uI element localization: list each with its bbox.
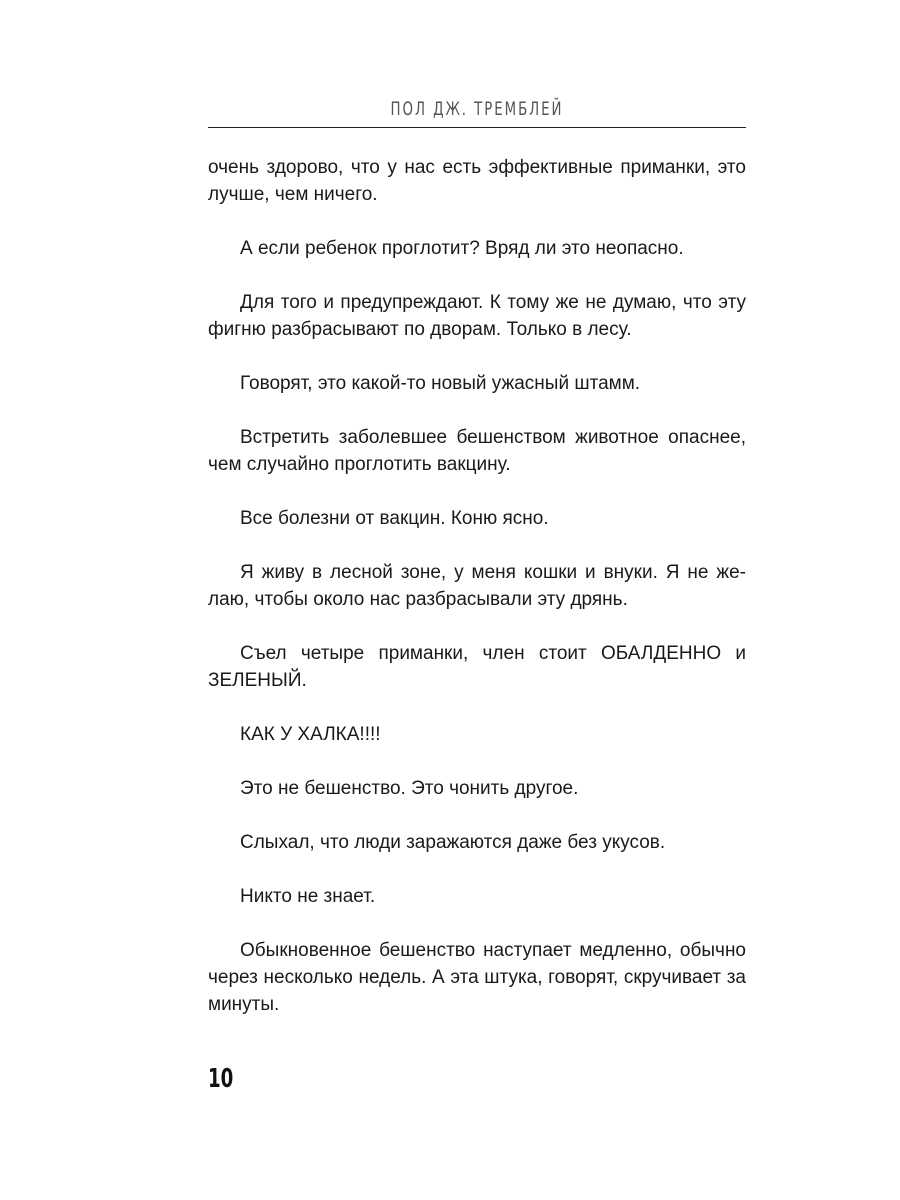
paragraph: Встретить заболевшее бешенством животное опаснее, чем случайно проглотить вакцину. [208, 427, 746, 475]
header-rule [208, 127, 746, 128]
body-text [208, 154, 746, 1045]
paragraph: Это не бешенство. Это чонить другое. [240, 778, 579, 799]
paragraph: Я живу в лесной зоне, у меня кошки и внуки. Я не желаю, чтобы около нас разбрасывали эту дрянь. [208, 562, 746, 610]
paragraph: Съел четыре приманки, член стоит ОБАЛДЕННО и ЗЕЛЕНЫЙ. [208, 643, 746, 691]
paragraph: Никто не знает. [240, 886, 376, 907]
paragraph: очень здорово, что у нас есть эффективные приманки, это лучше, чем ничего. [208, 157, 746, 205]
paragraph: А если ребенок проглотит? Вряд ли это неопасно. [240, 238, 684, 259]
running-header-title: ПОЛ ДЖ. ТРЕМБЛЕЙ [390, 98, 564, 120]
paragraph: Обыкновенное бешенство наступает медленно, обычно через несколько недель. А эта штука, говорят, скручивает за минуты. [208, 940, 746, 1015]
paragraph: Говорят, это какой-то новый ужасный штамм. [240, 373, 641, 394]
page-number: 10 [208, 1064, 234, 1094]
paragraph: КАК У ХАЛКА!!!! [240, 724, 381, 745]
paragraph: Для того и предупреждают. К тому же не думаю, что эту фигню разбрасывают по дворам. Только в лесу. [208, 292, 746, 340]
paragraph: Все болезни от вакцин. Коню ясно. [240, 508, 549, 529]
paragraph: Слыхал, что люди заражаются даже без укусов. [240, 832, 666, 853]
